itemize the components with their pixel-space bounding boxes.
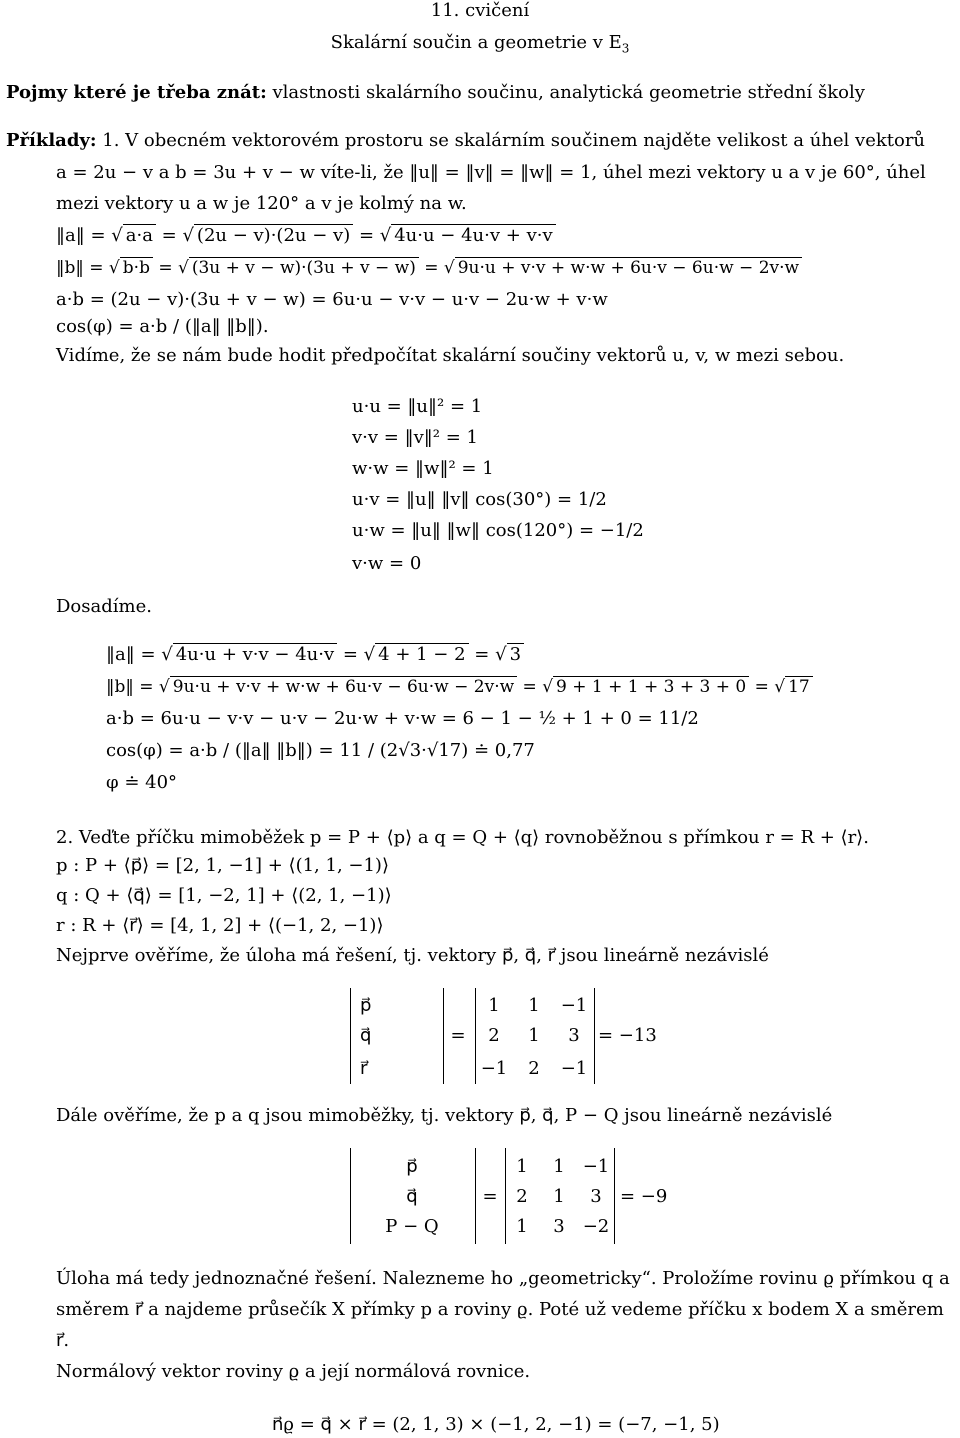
product-uw: u·w = ‖u‖ ‖w‖ cos(120°) = −1/2 [352,520,644,541]
eq-norm-b-mid: = √ [152,258,189,278]
result-norm-b-pre: ‖b‖ = √ [106,677,170,697]
result-norm-a-mid2: = √ [468,644,507,665]
det1-cell-11: 1 [528,1025,540,1046]
det2-label-pq: P − Q [385,1216,439,1237]
det2-cell-10: 2 [516,1186,528,1207]
result-norm-b-rad1: 9u·u + v·v + w·w + 6u·v − 6u·w − 2v·w [170,676,517,697]
conclusion-line2: směrem r⃗ a najdeme průsečík X přímky p a roviny ϱ. Poté už vedeme příčku x bodem X a směrem [56,1299,944,1320]
det1-cell-21: 2 [528,1058,540,1079]
product-vw: v·w = 0 [352,553,422,574]
det1-label-r: r⃗ [360,1058,368,1079]
det1-cell-02: −1 [560,995,588,1016]
det1-cell-22: −1 [560,1058,588,1079]
det2-cell-02: −1 [582,1156,610,1177]
dosadime-label: Dosadíme. [56,596,152,617]
ex1-line1-text: 1. V obecném vektorovém prostoru se skalárním součinem najděte velikost a úhel vektorů [96,130,926,151]
examples-label: Příklady: [6,130,97,151]
ex2-task: 2. Veďte příčku mimoběžek p = P + ⟨p⟩ a q = Q + ⟨q⟩ rovnoběžnou s přímkou r = R + ⟨r⟩. [56,827,869,848]
prerequisites-label: Pojmy které je třeba znát: [6,82,267,103]
result-norm-a-rad2: 4 + 1 − 2 [375,643,468,665]
eq-norm-b-rad3: 9u·u + v·v + w·w + 6u·v − 6u·w − 2v·w [455,257,802,278]
det1-label-q: q⃗ [360,1025,372,1046]
result-norm-a-pre: ‖a‖ = √ [106,644,173,665]
ex1-line3: mezi vektory u a w je 120° a v je kolmý na w. [56,193,467,214]
det1-cell-10: 2 [488,1025,500,1046]
exercise-number: 11. cvičení [430,0,530,21]
det2-cell-12: 3 [590,1186,602,1207]
det1-result: = −13 [598,1025,657,1046]
eq-norm-a-rad1: a·a [123,224,156,246]
title-subscript: 3 [621,41,630,56]
eq-cos-def: cos(φ) = a·b / (‖a‖ ‖b‖). [56,316,269,337]
eq-norm-b-mid2: = √ [418,258,455,278]
eq-norm-b [56,257,802,279]
result-norm-b-mid2: = √ [749,677,786,697]
det1-cell-12: 3 [568,1025,580,1046]
det1-label-p: p⃗ [360,995,372,1016]
ex1-line2: a = 2u − v a b = 3u + v − w víte-li, že ‖u‖ = ‖v‖ = ‖w‖ = 1, úhel mezi vektory u a v je 60°, úhel [56,162,926,183]
det1-cell-00: 1 [488,995,500,1016]
product-vv: v·v = ‖v‖² = 1 [352,427,478,448]
eq-norm-b-pre: ‖b‖ = √ [56,258,120,278]
title-text: Skalární součin a geometrie v E [330,32,622,53]
line-q: q : Q + ⟨q⃗⟩ = [1, −2, 1] + ⟨(2, 1, −1)⟩ [56,885,392,906]
det2-cell-22: −2 [582,1216,610,1237]
result-norm-a-rad3: 3 [507,643,524,665]
det2-cell-21: 3 [553,1216,565,1237]
conclusion-line3: r⃗. [56,1330,70,1351]
eq-dot-ab: a·b = (2u − v)·(3u + v − w) = 6u·u − v·v − u·v − 2u·w + v·w [56,289,608,310]
page-title [0,32,960,60]
result-angle: φ ≐ 40° [106,772,178,793]
normal-title: Normálový vektor roviny ϱ a její normálová rovnice. [56,1361,531,1382]
eq-norm-a-rad2: (2u − v)·(2u − v) [194,224,353,246]
check2-text: Dále ověříme, že p a q jsou mimoběžky, tj. vektory p⃗, q⃗, P − Q jsou lineárně nezávislé [56,1105,833,1126]
det2-cell-11: 1 [553,1186,565,1207]
det2-cell-20: 1 [516,1216,528,1237]
det1-cell-20: −1 [480,1058,508,1079]
result-norm-b [106,676,813,698]
normal-equation: n⃗ϱ = q⃗ × r⃗ = (2, 1, 3) × (−1, 2, −1) = (−7, −1, 5) [272,1414,720,1435]
conclusion-line1: Úloha má tedy jednoznačné řešení. Nalezneme ho „geometricky“. Proložíme rovinu ϱ přímkou q a [56,1268,950,1289]
ex1-line1 [6,130,925,152]
eq-norm-a [56,225,556,247]
result-norm-a [106,644,524,666]
eq-norm-a-pre: ‖a‖ = √ [56,225,123,246]
eq-norm-a-mid2: = √ [353,225,392,246]
product-ww: w·w = ‖w‖² = 1 [352,458,494,479]
det2-label-p: p⃗ [406,1156,418,1177]
prerequisites-text: vlastnosti skalárního součinu, analytická geometrie střední školy [266,82,865,103]
eq-norm-b-rad1: b·b [120,257,153,278]
result-dot-ab: a·b = 6u·u − v·v − u·v − 2u·w + v·w = 6 − 1 − ½ + 1 + 0 = 11/2 [106,708,699,729]
result-norm-b-mid: = √ [517,677,554,697]
line-p: p : P + ⟨p⃗⟩ = [2, 1, −1] + ⟨(1, 1, −1)⟩ [56,855,389,876]
result-cos: cos(φ) = a·b / (‖a‖ ‖b‖) = 11 / (2√3·√17) ≐ 0,77 [106,740,535,761]
prerequisites-line [6,82,865,104]
result-norm-b-rad2: 9 + 1 + 1 + 3 + 3 + 0 [553,676,749,697]
check1-text: Nejprve ověříme, že úloha má řešení, tj. vektory p⃗, q⃗, r⃗ jsou lineárně nezávislé [56,945,769,966]
det2-label-q: q⃗ [406,1186,418,1207]
line-r: r : R + ⟨r⃗⟩ = [4, 1, 2] + ⟨(−1, 2, −1)⟩ [56,915,384,936]
ex1-note: Vidíme, že se nám bude hodit předpočítat skalární součiny vektorů u, v, w mezi sebou. [56,345,845,366]
det2-result: = −9 [620,1186,668,1207]
product-uu: u·u = ‖u‖² = 1 [352,396,483,417]
det2-equals: = [482,1186,498,1207]
result-norm-a-rad1: 4u·u + v·v − 4u·v [173,643,337,665]
result-norm-b-rad3: 17 [785,676,813,697]
det2-cell-01: 1 [553,1156,565,1177]
eq-norm-a-rad3: 4u·u − 4u·v + v·v [391,224,555,246]
result-norm-a-mid: = √ [337,644,376,665]
product-uv: u·v = ‖u‖ ‖v‖ cos(30°) = 1/2 [352,489,607,510]
det1-cell-01: 1 [528,995,540,1016]
eq-norm-a-mid: = √ [155,225,194,246]
eq-norm-b-rad2: (3u + v − w)·(3u + v − w) [189,257,419,278]
det2-cell-00: 1 [516,1156,528,1177]
det1-equals: = [450,1025,466,1046]
